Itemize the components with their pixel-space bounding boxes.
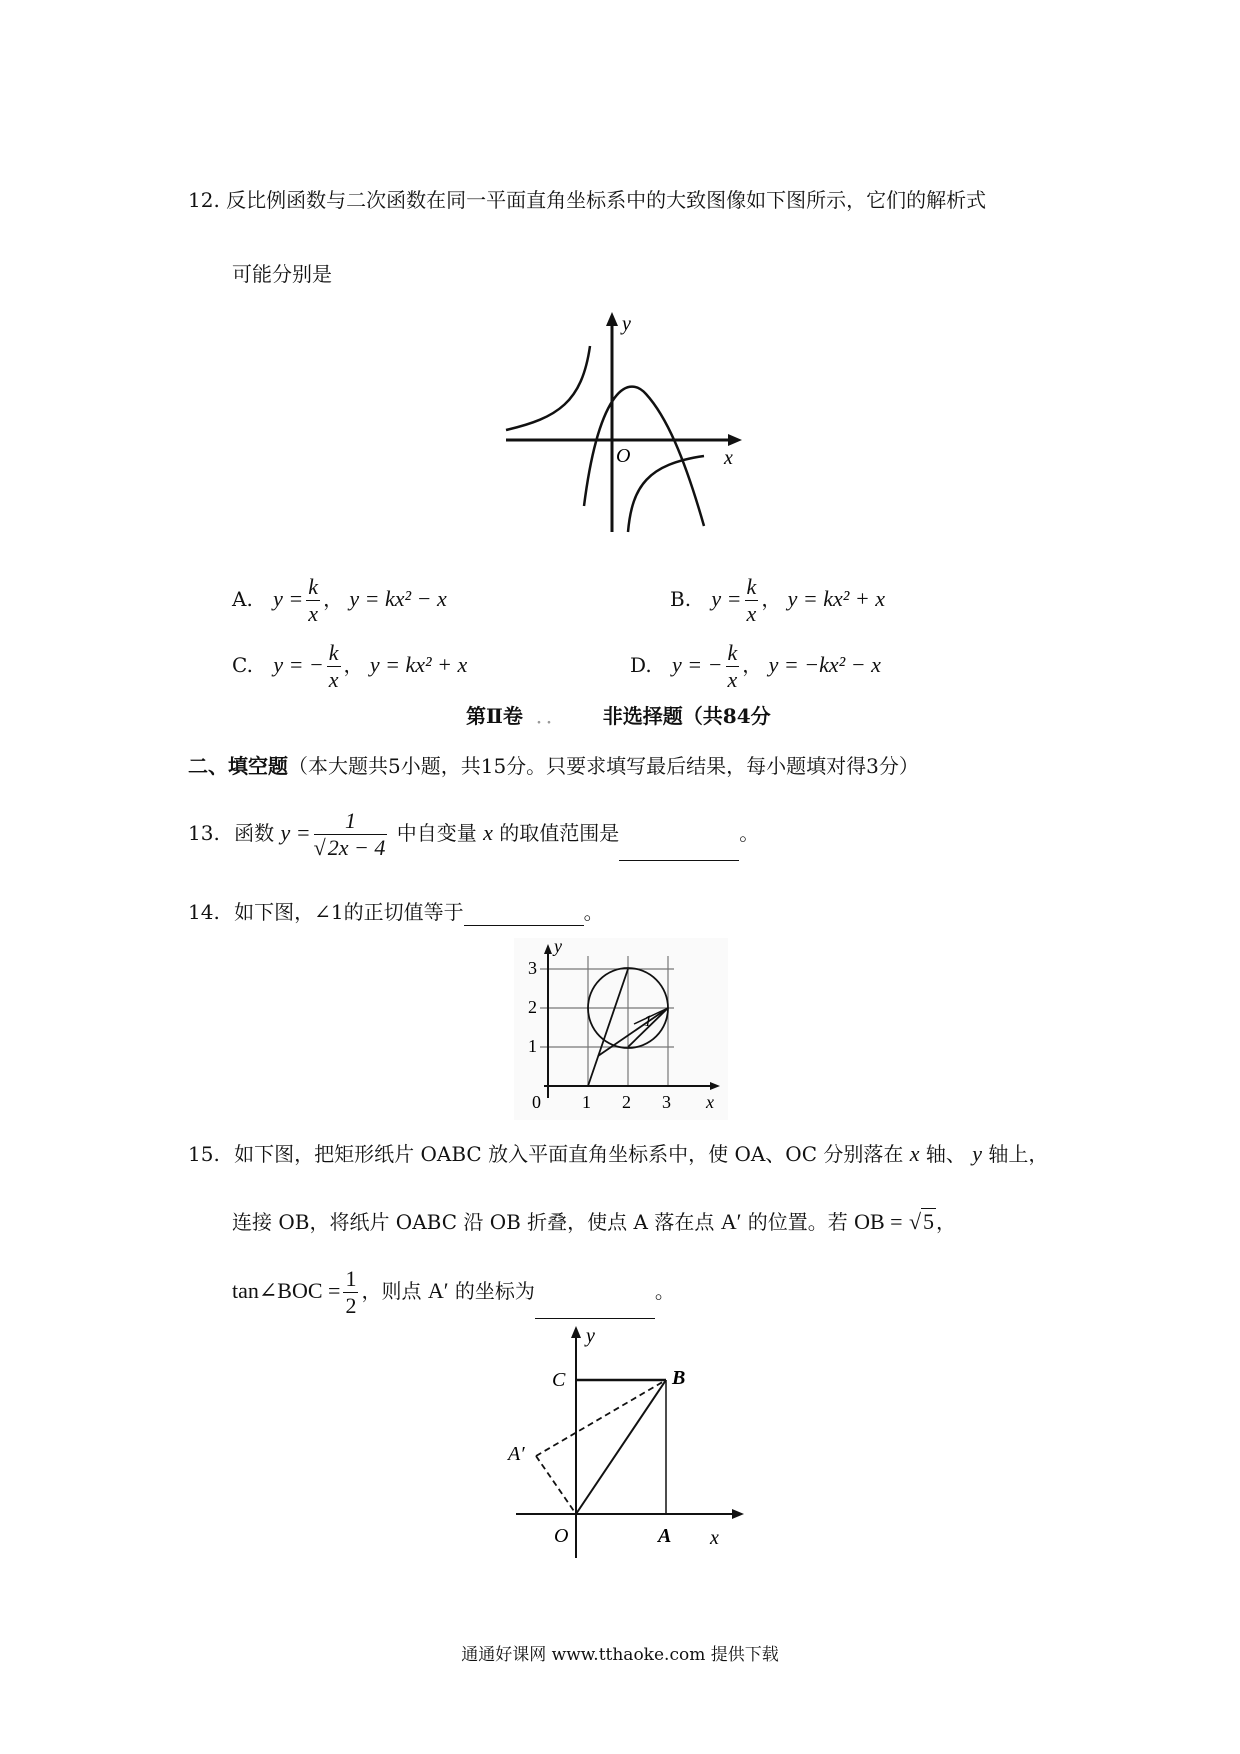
x-tick-2: 2 [622, 1092, 631, 1112]
q14-line: 14. 如下图，∠1的正切值等于 。 [188, 900, 604, 924]
y-tick-1: 1 [528, 1036, 537, 1056]
q12-option-c[interactable]: C. y = − $\frac{k}{x}$ ， y = kx² + x [232, 640, 468, 692]
section-header [466, 702, 771, 730]
y-label: y [586, 1325, 595, 1347]
x-axis-arrow [728, 434, 742, 446]
y-tick-2: 2 [528, 997, 537, 1017]
q15-line2: 连接 OB，将纸片 OABC 沿 OB 折叠，使点 A 落在点 A′ 的位置。若 OB = √5 ， [232, 1209, 957, 1234]
section2-title: 二、填空题 [188, 754, 288, 778]
q15-graph [500, 1318, 750, 1566]
segment-a-prime-b [536, 1380, 666, 1456]
y-tick-3: 3 [528, 958, 537, 978]
graph-y-label: y [622, 313, 631, 335]
y-axis-arrow [571, 1326, 581, 1338]
label-a: A [658, 1525, 672, 1547]
graph-origin-label: O [616, 445, 631, 467]
graph-x-label: x [724, 447, 733, 469]
hyperbola-branch-right [628, 456, 704, 532]
q14-graph [514, 938, 728, 1120]
q13-line: 13. 函数 y = $\frac{1}{√2x - 4}$ 中自变量 x 的取值范围是 。 [188, 808, 760, 860]
q12-option-a[interactable]: A. y = $\frac{k}{x}$ ， y = kx² − x [232, 574, 447, 626]
x-label: x [706, 1092, 714, 1112]
q14-answer-blank[interactable] [464, 903, 584, 926]
q12-option-b[interactable]: B. y = $\frac{k}{x}$ ， y = kx² + x [670, 574, 886, 626]
q12-graph [498, 306, 748, 538]
q12-number: 12. [188, 188, 220, 212]
x-axis-arrow [732, 1509, 744, 1519]
q15-line3: tan∠BOC = $\frac{1}{2}$ ，则点 A′ 的坐标为 。 [232, 1266, 675, 1318]
section-part: 第Ⅱ卷 [466, 704, 523, 728]
q12-line1 [188, 186, 986, 214]
section2-note: （本大题共5小题，共15分。只要求填写最后结果，每小题填对得3分） [288, 754, 919, 778]
q12-line2: 可能分别是 [232, 262, 332, 286]
label-c: C [552, 1369, 566, 1391]
y-axis-arrow [606, 312, 618, 326]
q15-answer-blank[interactable] [535, 1296, 655, 1319]
x-label: x [710, 1527, 719, 1549]
x-tick-1: 1 [582, 1092, 591, 1112]
segment-ob [576, 1380, 666, 1514]
y-label: y [554, 938, 562, 956]
section-title: 非选择题（共84分 [602, 704, 771, 728]
segment-o-a-prime [536, 1456, 576, 1514]
label-a-prime: A′ [508, 1443, 525, 1465]
section-dots: ．． [535, 704, 566, 728]
x-tick-0: 0 [532, 1092, 541, 1112]
angle-label: 1 [644, 1013, 652, 1030]
label-b: B [672, 1367, 686, 1389]
q12-option-d[interactable]: D. y = − $\frac{k}{x}$ ， y = −kx² − x [630, 640, 881, 692]
q13-answer-blank[interactable] [619, 838, 739, 861]
q12-text: 反比例函数与二次函数在同一平面直角坐标系中的大致图像如下图所示，它们的解析式 [226, 188, 987, 212]
x-tick-3: 3 [662, 1092, 671, 1112]
footer: 通通好课网 www.tthaoke.com 提供下载 [461, 1645, 779, 1665]
q15-line1: 15. 如下图，把矩形纸片 OABC 放入平面直角坐标系中，使 OA、OC 分别落在 x 轴、 y 轴上， [188, 1141, 1049, 1166]
label-o: O [554, 1525, 569, 1547]
section2-line [188, 752, 919, 780]
hyperbola-branch-left [506, 346, 590, 430]
parabola-curve [584, 387, 704, 526]
